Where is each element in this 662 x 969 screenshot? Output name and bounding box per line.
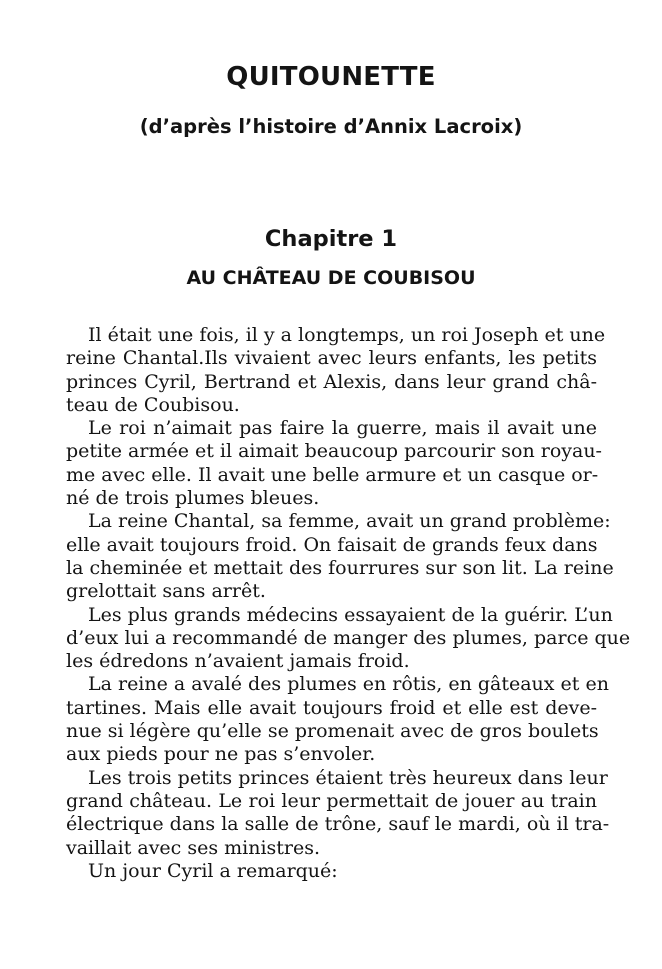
text-line: elle avait toujours froid. On faisait de grands feux dans bbox=[66, 533, 598, 556]
paragraph bbox=[66, 766, 610, 860]
text-line: Un jour Cyril a remarqué: bbox=[88, 859, 338, 882]
text-line: d’eux lui a recommandé de manger des plumes, parce que bbox=[66, 626, 631, 649]
paragraph bbox=[66, 860, 597, 883]
text-line: vaillait avec ses ministres. bbox=[66, 836, 321, 859]
book-subtitle: (d’après l’histoire d’Annix Lacroix) bbox=[139, 115, 523, 138]
paragraph bbox=[66, 510, 614, 603]
text-line: la cheminée et mettait des fourrures sur son lit. La reine bbox=[66, 556, 614, 579]
text-line: tartines. Mais elle avait toujours froid et elle est deve- bbox=[66, 696, 597, 719]
paragraph bbox=[66, 603, 631, 674]
text-line: les édredons n’avaient jamais froid. bbox=[66, 650, 410, 673]
paragraph bbox=[66, 417, 602, 510]
text-line: me avec elle. Il avait une belle armure et un casque or- bbox=[66, 463, 599, 486]
chapter-title: AU CHÂTEAU DE COUBISOU bbox=[186, 267, 476, 289]
book-title: QUITOUNETTE bbox=[226, 62, 436, 92]
text-line: Le roi n’aimait pas faire la guerre, mais il avait une bbox=[88, 417, 597, 440]
text-line: teau de Coubisou. bbox=[66, 393, 240, 416]
text-line: grelottait sans arrêt. bbox=[66, 580, 266, 603]
text-line: petite armée et il aimait beaucoup parcourir son royau- bbox=[66, 440, 602, 463]
text-line: princes Cyril, Bertrand et Alexis, dans leur grand châ- bbox=[66, 370, 597, 393]
body-text bbox=[66, 324, 631, 883]
paragraph bbox=[66, 673, 609, 766]
text-line: nue si légère qu’elle se promenait avec de gros boulets bbox=[66, 720, 599, 743]
text-line: La reine Chantal, sa femme, avait un grand problème: bbox=[88, 510, 611, 533]
text-line: Les plus grands médecins essayaient de la guérir. L’un bbox=[88, 603, 613, 626]
text-line: reine Chantal.Ils vivaient avec leurs enfants, les petits bbox=[66, 347, 597, 370]
text-line: Les trois petits princes étaient très heureux dans leur bbox=[88, 766, 608, 789]
text-line: né de trois plumes bleues. bbox=[66, 487, 320, 510]
text-line: Il était une fois, il y a longtemps, un roi Joseph et une bbox=[88, 324, 606, 346]
text-line: électrique dans la salle de trône, sauf le mardi, où il tra- bbox=[66, 813, 610, 836]
chapter-heading: Chapitre 1 bbox=[264, 226, 398, 252]
text-line: grand château. Le roi leur permettait de jouer au train bbox=[66, 789, 597, 812]
text-line: La reine a avalé des plumes en rôtis, en gâteaux et en bbox=[88, 673, 609, 696]
text-line: aux pieds pour ne pas s’envoler. bbox=[66, 743, 376, 766]
paragraph bbox=[66, 324, 606, 417]
